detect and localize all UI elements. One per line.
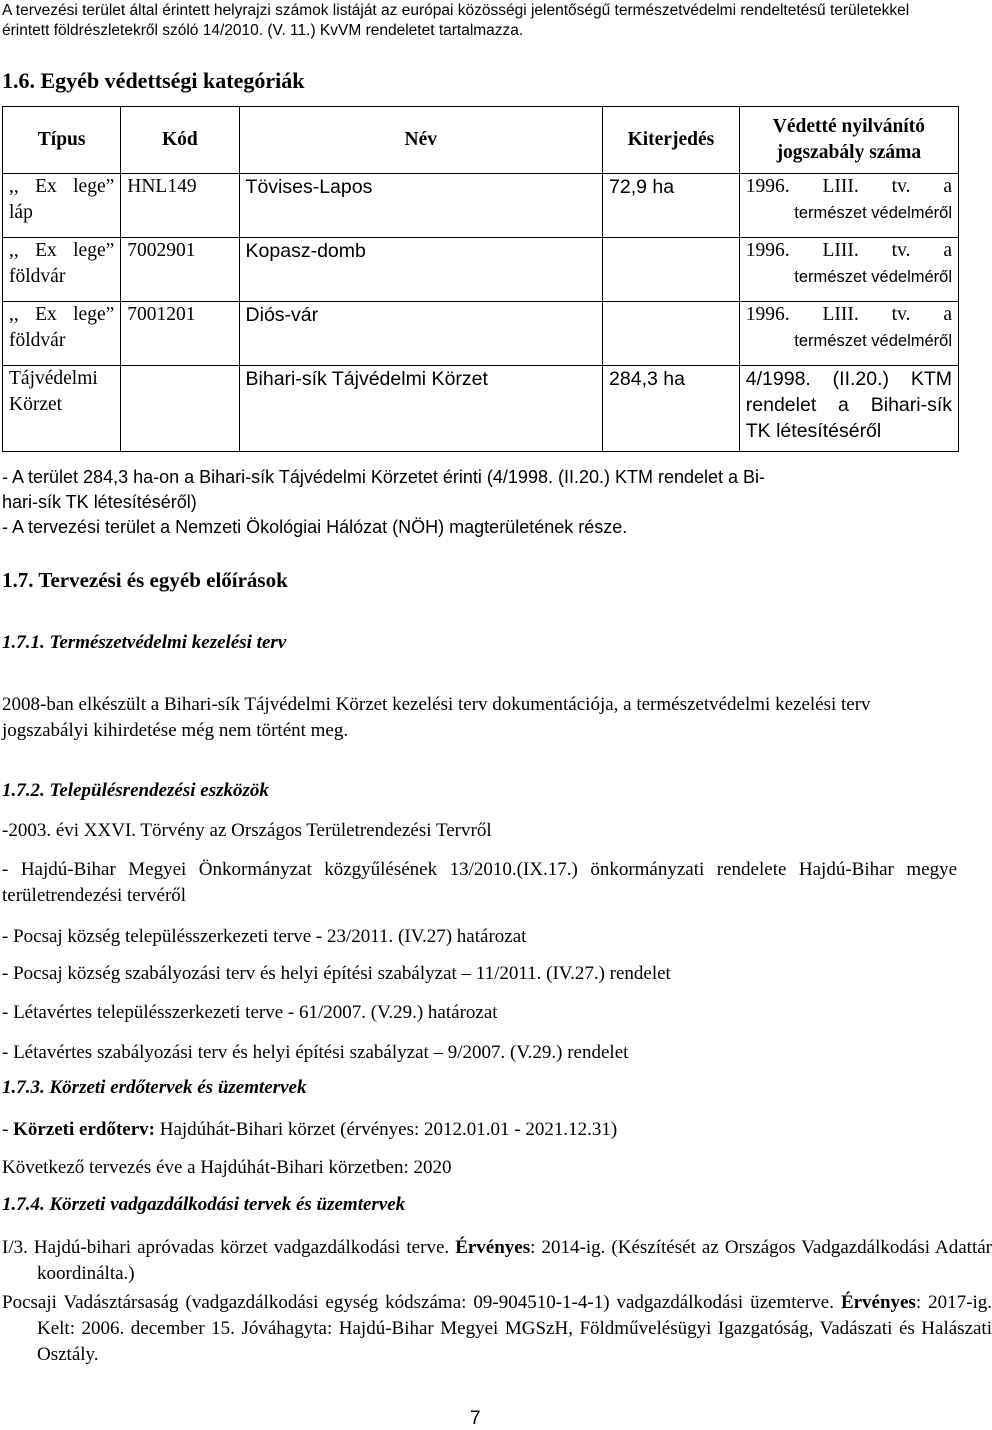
- cell-nev: Bihari-sík Tájvédelmi Körzet: [239, 366, 603, 452]
- list-item: - Létavértes szabályozási terv és helyi építési szabályzat – 9/2007. (V.29.) rendelet: [2, 1042, 629, 1063]
- table-header-row: [3, 107, 959, 174]
- vadgazdalkodasi-terv-2: [2, 1290, 992, 1368]
- cell-jogszabaly: [739, 238, 958, 302]
- cell-jog-line2: természet védelméről: [794, 268, 952, 286]
- cell-nev: Tövises-Lapos: [239, 174, 603, 238]
- cell-tipus-line1: ,, Ex lege”: [9, 176, 115, 197]
- cell-kiterjedes: [603, 302, 740, 366]
- section-heading-1-7: 1.7. Tervezési és egyéb előírások: [2, 568, 288, 592]
- protection-table: [2, 106, 959, 452]
- col-header-jogszabaly: [739, 107, 958, 174]
- cell-jogszabaly: [739, 366, 958, 452]
- header-note: A tervezési terület által érintett helyrajzi számok listáját az európai közösségi jelentőségű természetvédelmi rendeltetésű területekkel érintett földrészletekről szóló 14/2010. (V. 11.) KvVM rendeletet tartalmazza.: [2, 2, 910, 39]
- erdoterv-label: Körzeti erdőterv:: [13, 1119, 155, 1140]
- col-header-kiterjedes: Kiterjedés: [603, 107, 740, 174]
- note-line: hari-sík TK létesítéséről): [2, 492, 197, 512]
- list-item: -2003. évi XXVI. Törvény az Országos Területrendezési Tervről: [2, 820, 492, 841]
- vad2-text-b: : 2017-ig. Kelt: 2006. december 15. Jóváhagyta: Hajdú-Bihar Megyei MGSzH, Földművelésügyi Igazgatóság, Vadászati és Halászati Osztály.: [37, 1292, 992, 1365]
- cell-jog-line2: természet védelméről: [794, 332, 952, 350]
- cell-tipus: [3, 366, 121, 452]
- col-header-nev: Név: [239, 107, 603, 174]
- cell-jog-line1: 1996. LIII. tv. a: [745, 304, 952, 325]
- list-item: - Létavértes településszerkezeti terve - 61/2007. (V.29.) határozat: [2, 1002, 498, 1023]
- vad2-ervenyes: Érvényes: [840, 1292, 916, 1313]
- cell-tipus-line2: földvár: [9, 330, 66, 351]
- cell-kod: 7001201: [121, 302, 239, 366]
- cell-tipus: [3, 302, 121, 366]
- note-line: - A terület 284,3 ha-on a Bihari-sík Tájvédelmi Körzetet érinti (4/1998. (II.20.) KTM rendelet a Bi-: [2, 467, 766, 487]
- subsection-heading-1-7-1: 1.7.1. Természetvédelmi kezelési terv: [2, 632, 287, 653]
- cell-kod: [121, 366, 239, 452]
- cell-tipus-line2: Körzet: [9, 394, 63, 415]
- col-header-jogszabaly-line2: jogszabály száma: [776, 142, 922, 163]
- cell-nev: Diós-vár: [239, 302, 603, 366]
- list-item: - Pocsaj község településszerkezeti terve - 23/2011. (IV.27) határozat: [2, 926, 527, 947]
- subsection-heading-1-7-2: 1.7.2. Településrendezési eszközök: [2, 780, 269, 801]
- col-header-jogszabaly-line1: Védetté nyilvánító: [772, 116, 925, 137]
- cell-kod: HNL149: [121, 174, 239, 238]
- cell-tipus-line1: ,, Ex lege”: [9, 240, 115, 261]
- list-item: - Pocsaj község szabályozási terv és helyi építési szabályzat – 11/2011. (IV.27.) rendelet: [2, 963, 671, 984]
- table-row: [3, 174, 959, 238]
- vad1-ervenyes: Érvényes: [455, 1237, 531, 1258]
- vad1-text-b: : 2014-ig. (Készítését az Országos Vadgazdálkodási Adattár koordinálta.): [37, 1237, 992, 1284]
- cell-tipus-line1: ,, Ex lege”: [9, 304, 115, 325]
- cell-kiterjedes: [603, 238, 740, 302]
- cell-nev: Kopasz-domb: [239, 238, 603, 302]
- cell-jog-line1: 1996. LIII. tv. a: [745, 176, 952, 197]
- page-number: 7: [470, 1408, 481, 1429]
- col-header-kod: Kód: [121, 107, 239, 174]
- subsection-heading-1-7-3: 1.7.3. Körzeti erdőtervek és üzemtervek: [2, 1077, 307, 1098]
- vadgazdalkodasi-terv-1: [2, 1235, 992, 1287]
- erdoterv-value: Hajdúhát-Bihari körzet (érvényes: 2012.01.01 - 2021.12.31): [154, 1119, 618, 1140]
- table-row: [3, 366, 959, 452]
- cell-kiterjedes: 72,9 ha: [603, 174, 740, 238]
- cell-kod: 7002901: [121, 238, 239, 302]
- cell-tipus-line2: földvár: [9, 266, 66, 287]
- list-item: - Hajdú-Bihar Megyei Önkormányzat közgyűlésének 13/2010.(IX.17.) önkormányzati rendelete Hajdú-Bihar megye területrendezési tervéről: [2, 859, 957, 906]
- cell-jog-line2: természet védelméről: [794, 204, 952, 222]
- table-row: [3, 238, 959, 302]
- cell-tipus-line1: Tájvédelmi: [9, 368, 98, 389]
- col-header-tipus: Típus: [3, 107, 121, 174]
- subsection-heading-1-7-4: 1.7.4. Körzeti vadgazdálkodási tervek és üzemtervek: [2, 1194, 406, 1215]
- notes-block: [2, 465, 952, 540]
- cell-tipus: [3, 174, 121, 238]
- erdoterv-line: [2, 1117, 957, 1143]
- cell-jogszabaly: [739, 302, 958, 366]
- table-row: [3, 302, 959, 366]
- vad1-text-a: I/3. Hajdú-bihari apróvadas körzet vadgazdálkodási terve.: [2, 1237, 456, 1258]
- cell-jog-line2: rendelet a Bihari-sík: [745, 394, 952, 416]
- paragraph-kezelesi-terv: 2008-ban elkészült a Bihari-sík Tájvédelmi Körzet kezelési terv dokumentációja, a természetvédelmi kezelési terv jogszabályi kihirdetése még nem történt meg.: [2, 694, 871, 741]
- erdoterv-prefix: -: [2, 1119, 14, 1140]
- kovetkezo-tervezes: Következő tervezés éve a Hajdúhát-Bihari körzetben: 2020: [2, 1157, 452, 1178]
- vad2-text-a: Pocsaji Vadásztársaság (vadgazdálkodási egység kódszáma: 09-904510-1-4-1) vadgazdálkodási üzemterve.: [2, 1292, 841, 1313]
- section-heading-1-6: 1.6. Egyéb védettségi kategóriák: [2, 68, 305, 93]
- cell-jogszabaly: [739, 174, 958, 238]
- cell-jog-line1: 4/1998. (II.20.) KTM: [745, 368, 952, 390]
- cell-tipus-line2: láp: [9, 202, 33, 223]
- cell-tipus: [3, 238, 121, 302]
- cell-jog-line1: 1996. LIII. tv. a: [745, 240, 952, 261]
- note-line: - A tervezési terület a Nemzeti Ökológiai Hálózat (NÖH) magterületének része.: [2, 517, 628, 537]
- cell-jog-line3: TK létesítéséről: [745, 420, 882, 442]
- cell-kiterjedes: 284,3 ha: [603, 366, 740, 452]
